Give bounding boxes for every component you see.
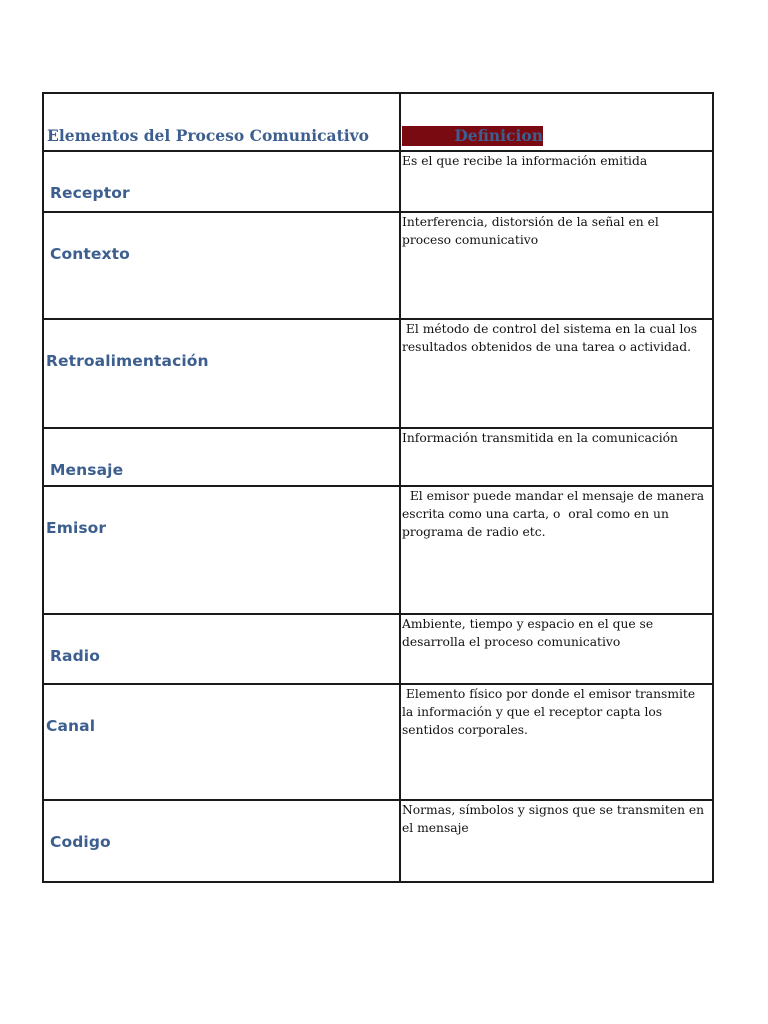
- definition-emisor: El emisor puede mandar el mensaje de manera escrita como una carta, o oral como en un programa de radio etc.: [402, 489, 709, 539]
- definition-mensaje: Información transmitida en la comunicación: [402, 431, 678, 445]
- table-row: [43, 800, 713, 882]
- term-cell: [43, 319, 400, 428]
- header-cell-elements: [43, 93, 400, 151]
- table-header-row: [43, 93, 713, 151]
- table-row: [43, 151, 713, 212]
- definition-cell: [400, 684, 713, 800]
- term-cell: [43, 212, 400, 319]
- definition-cell: [400, 428, 713, 486]
- definition-cell: [400, 151, 713, 212]
- definition-cell: [400, 212, 713, 319]
- table-row: [43, 319, 713, 428]
- term-cell: [43, 486, 400, 614]
- term-retroalimentacion: Retroalimentación: [46, 352, 209, 370]
- definition-codigo: Normas, símbolos y signos que se transmiten en el mensaje: [402, 803, 709, 835]
- definition-radio: Ambiente, tiempo y espacio en el que se desarrolla el proceso comunicativo: [402, 617, 658, 649]
- communication-elements-table: [42, 92, 714, 883]
- definition-cell: [400, 319, 713, 428]
- term-receptor: Receptor: [50, 184, 130, 202]
- table-row: [43, 212, 713, 319]
- table-row: [43, 614, 713, 684]
- header-cell-definicion: [400, 93, 713, 151]
- definition-cell: [400, 614, 713, 684]
- definition-contexto: Interferencia, distorsión de la señal en el proceso comunicativo: [402, 215, 663, 247]
- term-canal: Canal: [46, 717, 96, 735]
- term-codigo: Codigo: [50, 833, 111, 851]
- term-cell: [43, 428, 400, 486]
- term-cell: [43, 800, 400, 882]
- definition-cell: [400, 800, 713, 882]
- term-cell: [43, 684, 400, 800]
- table-row: [43, 428, 713, 486]
- definition-receptor: Es el que recibe la información emitida: [402, 154, 648, 168]
- definition-retroalimentacion: El método de control del sistema en la cual los resultados obtenidos de una tarea o actividad.: [402, 322, 702, 354]
- table-row: [43, 486, 713, 614]
- term-emisor: Emisor: [46, 519, 107, 537]
- table-row: [43, 684, 713, 800]
- term-radio: Radio: [50, 647, 100, 665]
- term-contexto: Contexto: [50, 245, 130, 263]
- term-cell: [43, 151, 400, 212]
- term-cell: [43, 614, 400, 684]
- header-definicion: Definicion: [402, 126, 543, 146]
- definition-cell: [400, 486, 713, 614]
- definition-canal: Elemento físico por donde el emisor transmite la información y que el receptor capta los sentidos corporales.: [402, 687, 700, 737]
- header-elementos: Elementos del Proceso Comunicativo: [47, 126, 369, 145]
- term-mensaje: Mensaje: [50, 461, 124, 479]
